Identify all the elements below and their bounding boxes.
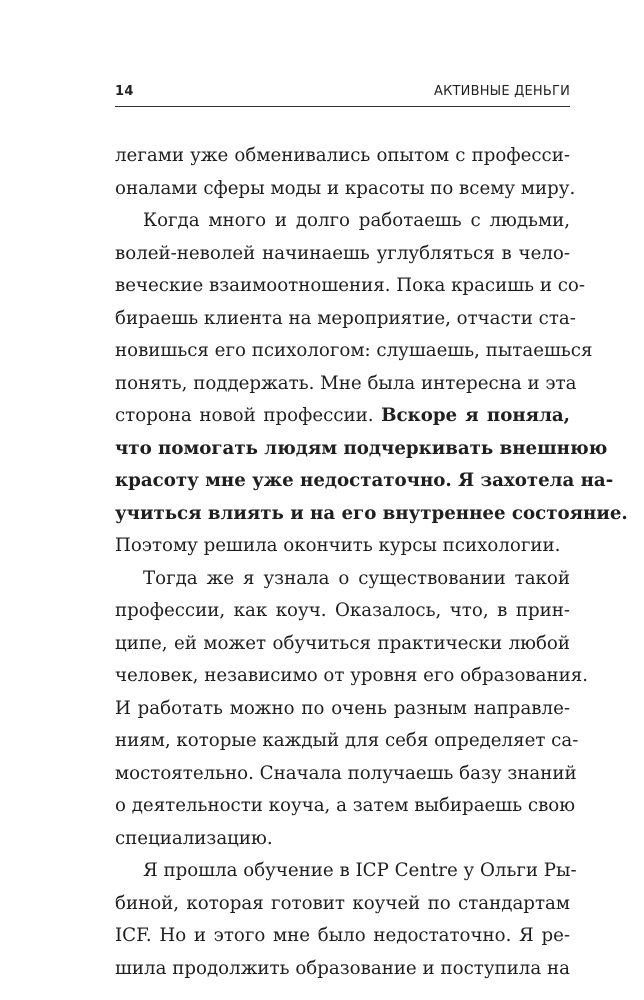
text-line: профессии, как коуч. Оказалось, что, в прин- — [115, 600, 570, 621]
page-number: 14 — [115, 84, 134, 99]
bold-text: Вскоре я поняла, — [381, 405, 571, 426]
bold-text-line: учиться влиять и на его внутреннее состояние. — [115, 502, 628, 524]
text-line: И работать можно по очень разным направле- — [115, 697, 570, 719]
header-rule — [115, 106, 570, 107]
bold-text-line: что помогать людям подчеркивать внешнюю — [115, 437, 608, 459]
running-header — [115, 82, 570, 104]
text-line: понять, поддержать. Мне была интересна и эта — [115, 372, 577, 394]
text-line: специализацию. — [115, 827, 273, 849]
text-line: легами уже обменивались опытом с професси- — [115, 145, 570, 166]
text-line: шила продолжить образование и поступила на — [115, 957, 570, 979]
text-line: мостоятельно. Сначала получаешь базу знаний — [115, 762, 577, 784]
text-line: ICF. Но и этого мне было недостаточно. Я ре- — [115, 925, 570, 946]
text-line: биной, которая готовит коучей по стандартам — [115, 892, 570, 914]
text-line: человек, независимо от уровня его образования. — [115, 665, 588, 686]
text-line: Я прошла обучение в ICP Centre у Ольги Ры- — [143, 860, 577, 881]
text-line: Тогда же я узнала о существовании такой — [143, 567, 570, 589]
text-line: веческие взаимоотношения. Пока красишь и со- — [115, 275, 586, 296]
text-line: Поэтому решила окончить курсы психологии. — [115, 535, 561, 556]
body-text — [115, 140, 628, 985]
text-line: о деятельности коуча, а затем выбираешь свою — [115, 795, 576, 816]
text-line: ципе, ей может обучиться практически любой — [115, 632, 570, 654]
text-line: новишься его психологом: слушаешь, пытаешься — [115, 340, 593, 361]
text-line: Когда много и долго работаешь с людьми, — [143, 210, 570, 231]
text-line: ниям, которые каждый для себя определяет са- — [115, 730, 579, 751]
text-line: оналами сферы моды и красоты по всему миру. — [115, 177, 576, 199]
text-line: сторона новой профессии. Вскоре я поняла, — [115, 405, 571, 426]
text-line: волей-неволей начинаешь углубляться в чело- — [115, 242, 570, 264]
running-title: АКТИВНЫЕ ДЕНЬГИ — [433, 84, 570, 99]
bold-text-line: красоту мне уже недостаточно. Я захотела на- — [115, 470, 614, 491]
text-line: бираешь клиента на мероприятие, отчасти ста- — [115, 307, 576, 329]
